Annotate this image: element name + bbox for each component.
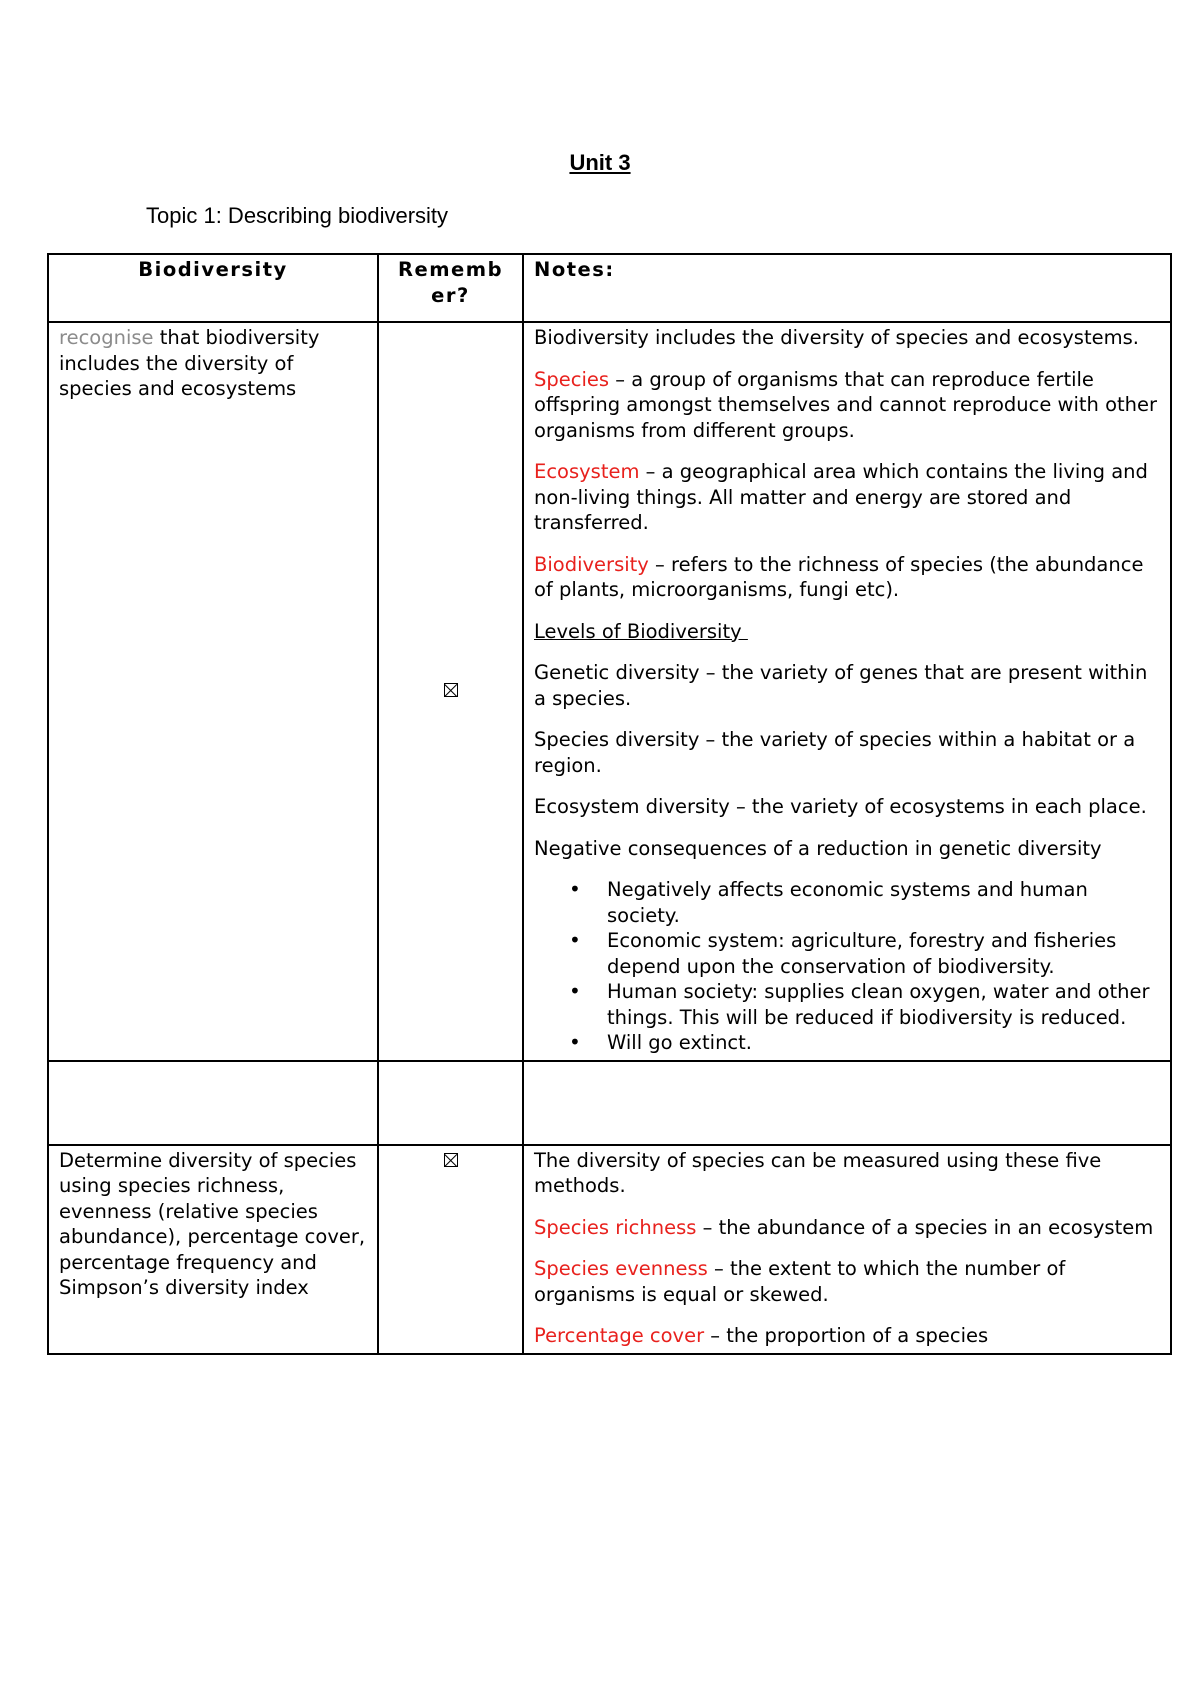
definition-term: Percentage cover bbox=[534, 1324, 705, 1347]
objective-cell bbox=[48, 1145, 378, 1354]
table-row-empty bbox=[48, 1061, 1171, 1145]
negative-heading: Negative consequences of a reduction in genetic diversity bbox=[534, 836, 1102, 860]
level-item: Genetic diversity – the variety of genes that are present within a species. bbox=[534, 661, 1148, 710]
consequence-list bbox=[534, 877, 1160, 1056]
list-item: • Economic system: agriculture, forestry and fisheries depend upon the conservation of biodiversity. bbox=[607, 928, 1160, 979]
level-item: Ecosystem diversity – the variety of ecosystems in each place. bbox=[534, 795, 1147, 818]
definition-text: – the proportion of a species bbox=[704, 1324, 989, 1347]
definition-text: – the abundance of a species in an ecosystem bbox=[696, 1215, 1154, 1239]
definition-term: Species bbox=[534, 367, 610, 391]
level-item: Species diversity – the variety of species within a habitat or a region. bbox=[534, 728, 1136, 777]
list-item: • Will go extinct. bbox=[607, 1030, 1160, 1056]
definition-text: – a group of organisms that can reproduce fertile offspring amongst themselves and cannot reproduce with other organisms from different groups. bbox=[534, 367, 1158, 442]
definition bbox=[534, 459, 1160, 536]
list-item: • Human society: supplies clean oxygen, water and other things. This will be reduced if biodiversity is reduced. bbox=[607, 979, 1160, 1030]
definition-text: – a geographical area which contains the living and non-living things. All matter and energy are stored and transferred. bbox=[534, 460, 1148, 534]
definition-text: – refers to the richness of species (the abundance of plants, microorganisms, fungi etc). bbox=[534, 552, 1144, 601]
checked-box-icon[interactable] bbox=[444, 1153, 458, 1167]
objective-cell bbox=[48, 322, 378, 1061]
empty-cell bbox=[523, 1061, 1171, 1145]
definition bbox=[534, 1215, 1160, 1241]
notes-intro: Biodiversity includes the diversity of species and ecosystems. bbox=[534, 326, 1139, 349]
empty-cell bbox=[378, 1061, 523, 1145]
table-header-row bbox=[48, 254, 1171, 322]
remember-cell bbox=[378, 1145, 523, 1354]
topic-title: Topic 1: Describing biodiversity bbox=[146, 203, 449, 228]
objective-text: that biodiversity includes the diversity of species and ecosystems bbox=[59, 326, 320, 400]
header-notes: Notes: bbox=[523, 254, 1171, 322]
levels-heading: Levels of Biodiversity bbox=[534, 619, 748, 643]
definition bbox=[534, 1323, 1160, 1349]
notes-intro: The diversity of species can be measured using these five methods. bbox=[534, 1148, 1102, 1197]
objective-text: Determine diversity of species using species richness, evenness (relative species abundance), percentage cover, percentage frequency and Simpson’s diversity index bbox=[59, 1148, 366, 1299]
definition-term: Species evenness bbox=[534, 1257, 708, 1280]
notes-cell bbox=[523, 322, 1171, 1061]
notes-table bbox=[47, 253, 1172, 1355]
definition bbox=[534, 1256, 1160, 1307]
definition-term: Biodiversity bbox=[534, 552, 649, 576]
notes-cell bbox=[523, 1145, 1171, 1354]
table-row bbox=[48, 322, 1171, 1061]
definition-text: – the extent to which the number of organisms is equal or skewed. bbox=[534, 1257, 1066, 1306]
list-item: • Negatively affects economic systems and human society. bbox=[607, 877, 1160, 928]
remember-cell bbox=[378, 322, 523, 1061]
definition-term: Species richness bbox=[534, 1215, 697, 1239]
definition bbox=[534, 552, 1160, 603]
checked-box-icon[interactable] bbox=[444, 683, 458, 697]
header-biodiversity: Biodiversity bbox=[48, 254, 378, 322]
table-row bbox=[48, 1145, 1171, 1354]
definition-term: Ecosystem bbox=[534, 460, 640, 483]
header-remember: Rememb er? bbox=[378, 254, 523, 322]
objective-keyword: recognise bbox=[59, 326, 154, 349]
empty-cell bbox=[48, 1061, 378, 1145]
unit-title: Unit 3 bbox=[569, 150, 631, 175]
definition bbox=[534, 367, 1160, 444]
